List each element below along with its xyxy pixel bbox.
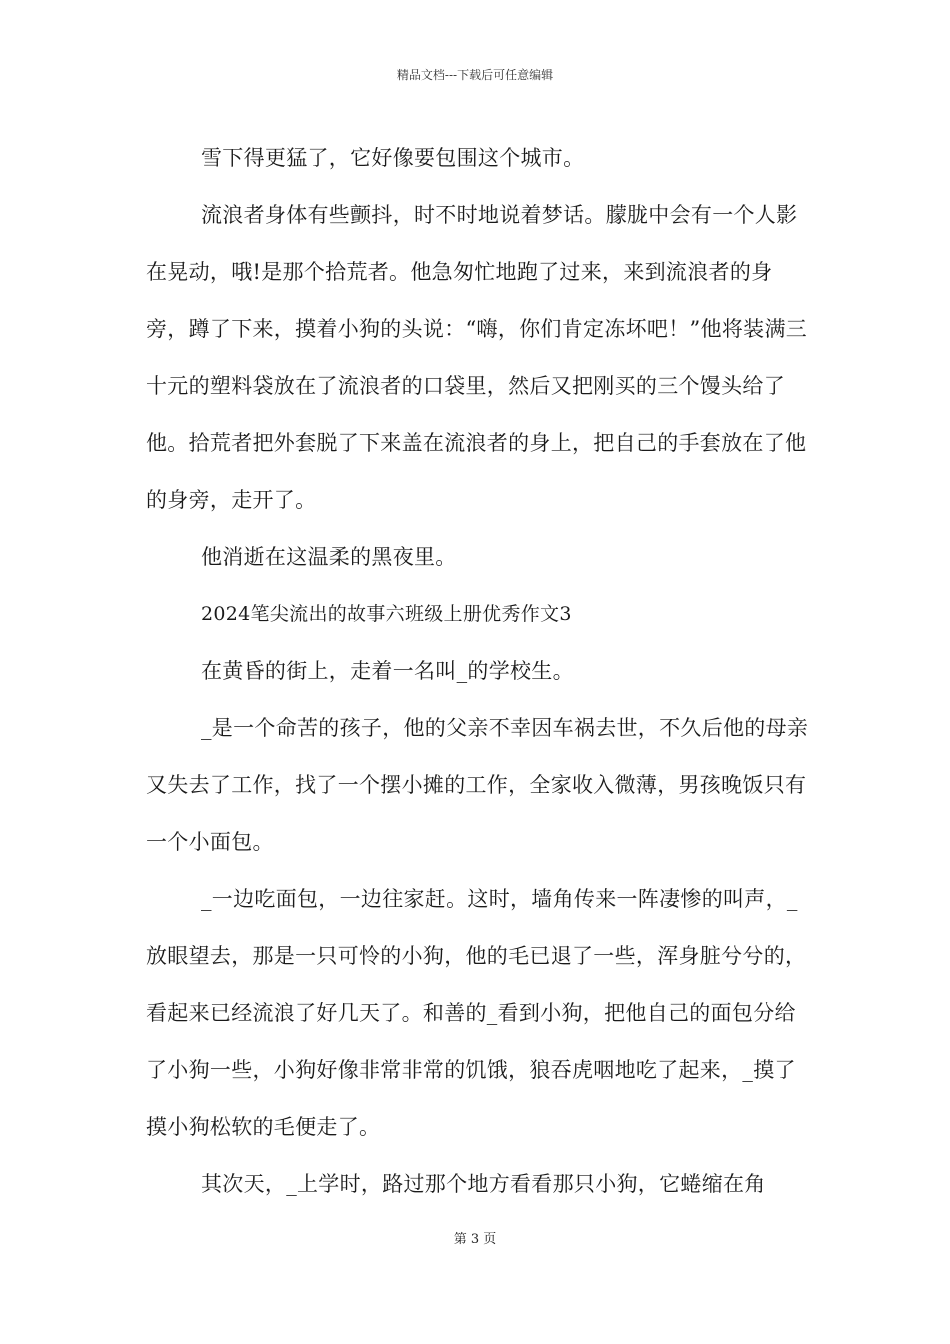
paragraph: 他消逝在这温柔的黑夜里。 [201, 545, 457, 569]
paragraph: _是一个命苦的孩子，他的父亲不幸因车祸去世，不久后他的母亲又失去了工作，找了一个摆小摊的工作，全家收入微薄，男孩晚饭只有一个小面包。 [146, 716, 809, 854]
paragraph: 在黄昏的街上，走着一名叫_的学校生。 [201, 659, 574, 683]
document-body [146, 130, 810, 1213]
paragraph: _一边吃面包，一边往家赶。这时，墙角传来一阵凄惨的叫声，_放眼望去，那是一只可怜的小狗，他的毛已退了一些，浑身脏兮兮的，看起来已经流浪了好几天了。和善的_看到小狗，把他自己的面包分给了小狗一些，小狗好像非常非常的饥饿，狼吞虎咽地吃了起来，_摸了摸小狗松软的毛便走了。 [146, 887, 807, 1139]
paragraph: 流浪者身体有些颤抖，时不时地说着梦话。朦胧中会有一个人影在晃动，哦!是那个拾荒者。他急匆忙地跑了过来，来到流浪者的身旁，蹲了下来，摸着小狗的头说：“嗨，你们肯定冻坏吧！”他将装满三十元的塑料袋放在了流浪者的口袋里，然后又把刚买的三个馒头给了他。拾荒者把外套脱了下来盖在流浪者的身上，把自己的手套放在了他的身旁，走开了。 [146, 203, 808, 512]
paragraph: 其次天，_上学时，路过那个地方看看那只小狗，它蜷缩在角 [201, 1172, 766, 1196]
section-title: 2024笔尖流出的故事六班级上册优秀作文3 [201, 603, 572, 625]
page-number: 第 3 页 [453, 1232, 497, 1247]
paragraph: 雪下得更猛了，它好像要包围这个城市。 [201, 146, 585, 170]
page-header: 精品文档---下载后可任意编辑 [396, 68, 554, 82]
